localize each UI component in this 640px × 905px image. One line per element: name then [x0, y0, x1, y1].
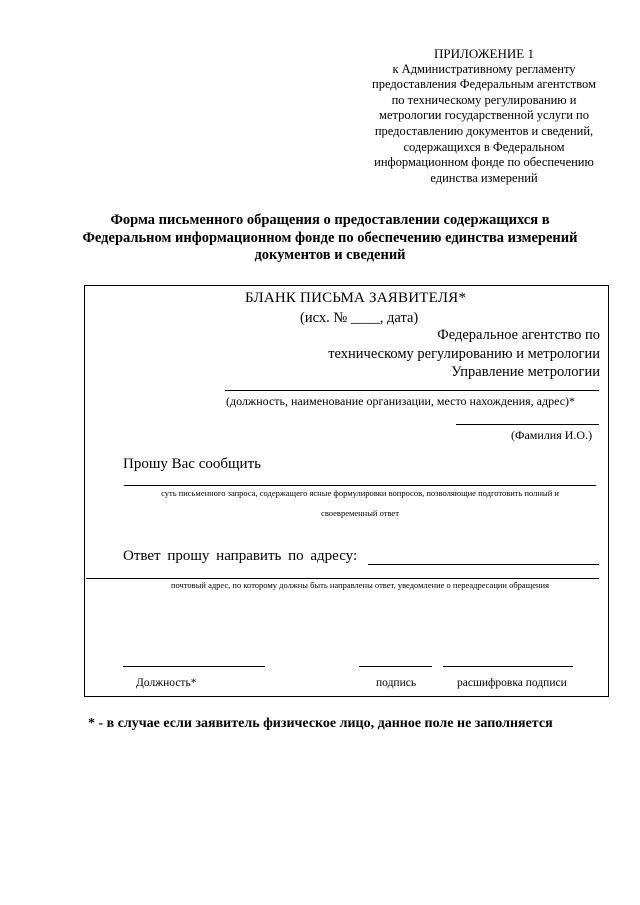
appendix-line: единства измерений	[430, 170, 538, 185]
appendix-line: предоставления Федеральным агентством	[372, 77, 596, 92]
appendix-line: метрологии государственной услуги по	[379, 108, 589, 123]
address-fill-line-1[interactable]	[368, 564, 599, 565]
appendix-heading: ПРИЛОЖЕНИЕ 1	[434, 46, 534, 61]
addressee-line: техническому регулированию и метрологии	[328, 345, 600, 362]
sig-position-line[interactable]	[123, 666, 265, 667]
sig-decoding-line[interactable]	[443, 666, 573, 667]
request-text: Прошу Вас сообщить	[123, 456, 261, 472]
request-caption-line: суть письменного запроса, содержащего ясные формулировки вопросов, позволяющие подготовить полный и	[161, 488, 559, 498]
appendix-line: к Административному регламенту	[392, 61, 576, 76]
sig-decoding-label: расшифровка подписи	[457, 677, 567, 689]
document-title	[60, 212, 600, 265]
addressee-line: Управление метрологии	[451, 364, 600, 380]
sig-signature-line[interactable]	[359, 666, 432, 667]
footnote: * - в случае если заявитель физическое лицо, данное поле не заполняется	[88, 716, 553, 731]
request-caption-line: своевременный ответ	[321, 508, 399, 518]
position-fill-line[interactable]	[225, 390, 599, 391]
appendix-line: содержащихся в Федеральном	[403, 139, 565, 154]
request-caption	[100, 483, 620, 523]
appendix-line: предоставлению документов и сведений,	[374, 123, 594, 138]
answer-text: Ответ прошу направить по адресу:	[123, 548, 358, 564]
outgoing-number: (исх. № ____, дата)	[300, 310, 419, 326]
name-fill-line[interactable]	[456, 424, 599, 425]
title-line: Форма письменного обращения о предоставлении содержащихся в	[110, 212, 550, 228]
addressee-block	[328, 326, 600, 382]
appendix-header	[336, 46, 632, 186]
title-line: документов и сведений	[254, 247, 406, 263]
sig-signature-label: подпись	[376, 677, 417, 689]
address-caption: почтовый адрес, по которому должны быть направлены ответ, уведомление о переадресации обращения	[170, 580, 550, 590]
blank-title: БЛАНК ПИСЬМА ЗАЯВИТЕЛЯ*	[245, 290, 467, 306]
position-caption: (должность, наименование организации, место нахождения, адрес)*	[226, 394, 576, 408]
title-line: Федеральном информационном фонде по обеспечению единства измерений	[82, 229, 578, 246]
appendix-line: информационном фонде по обеспечению	[374, 155, 594, 170]
appendix-line: по техническому регулированию и	[391, 92, 577, 107]
sig-position-label: Должность*	[136, 677, 197, 689]
name-caption: (Фамилия И.О.)	[511, 428, 593, 442]
addressee-line: Федеральное агентство по	[437, 327, 600, 343]
